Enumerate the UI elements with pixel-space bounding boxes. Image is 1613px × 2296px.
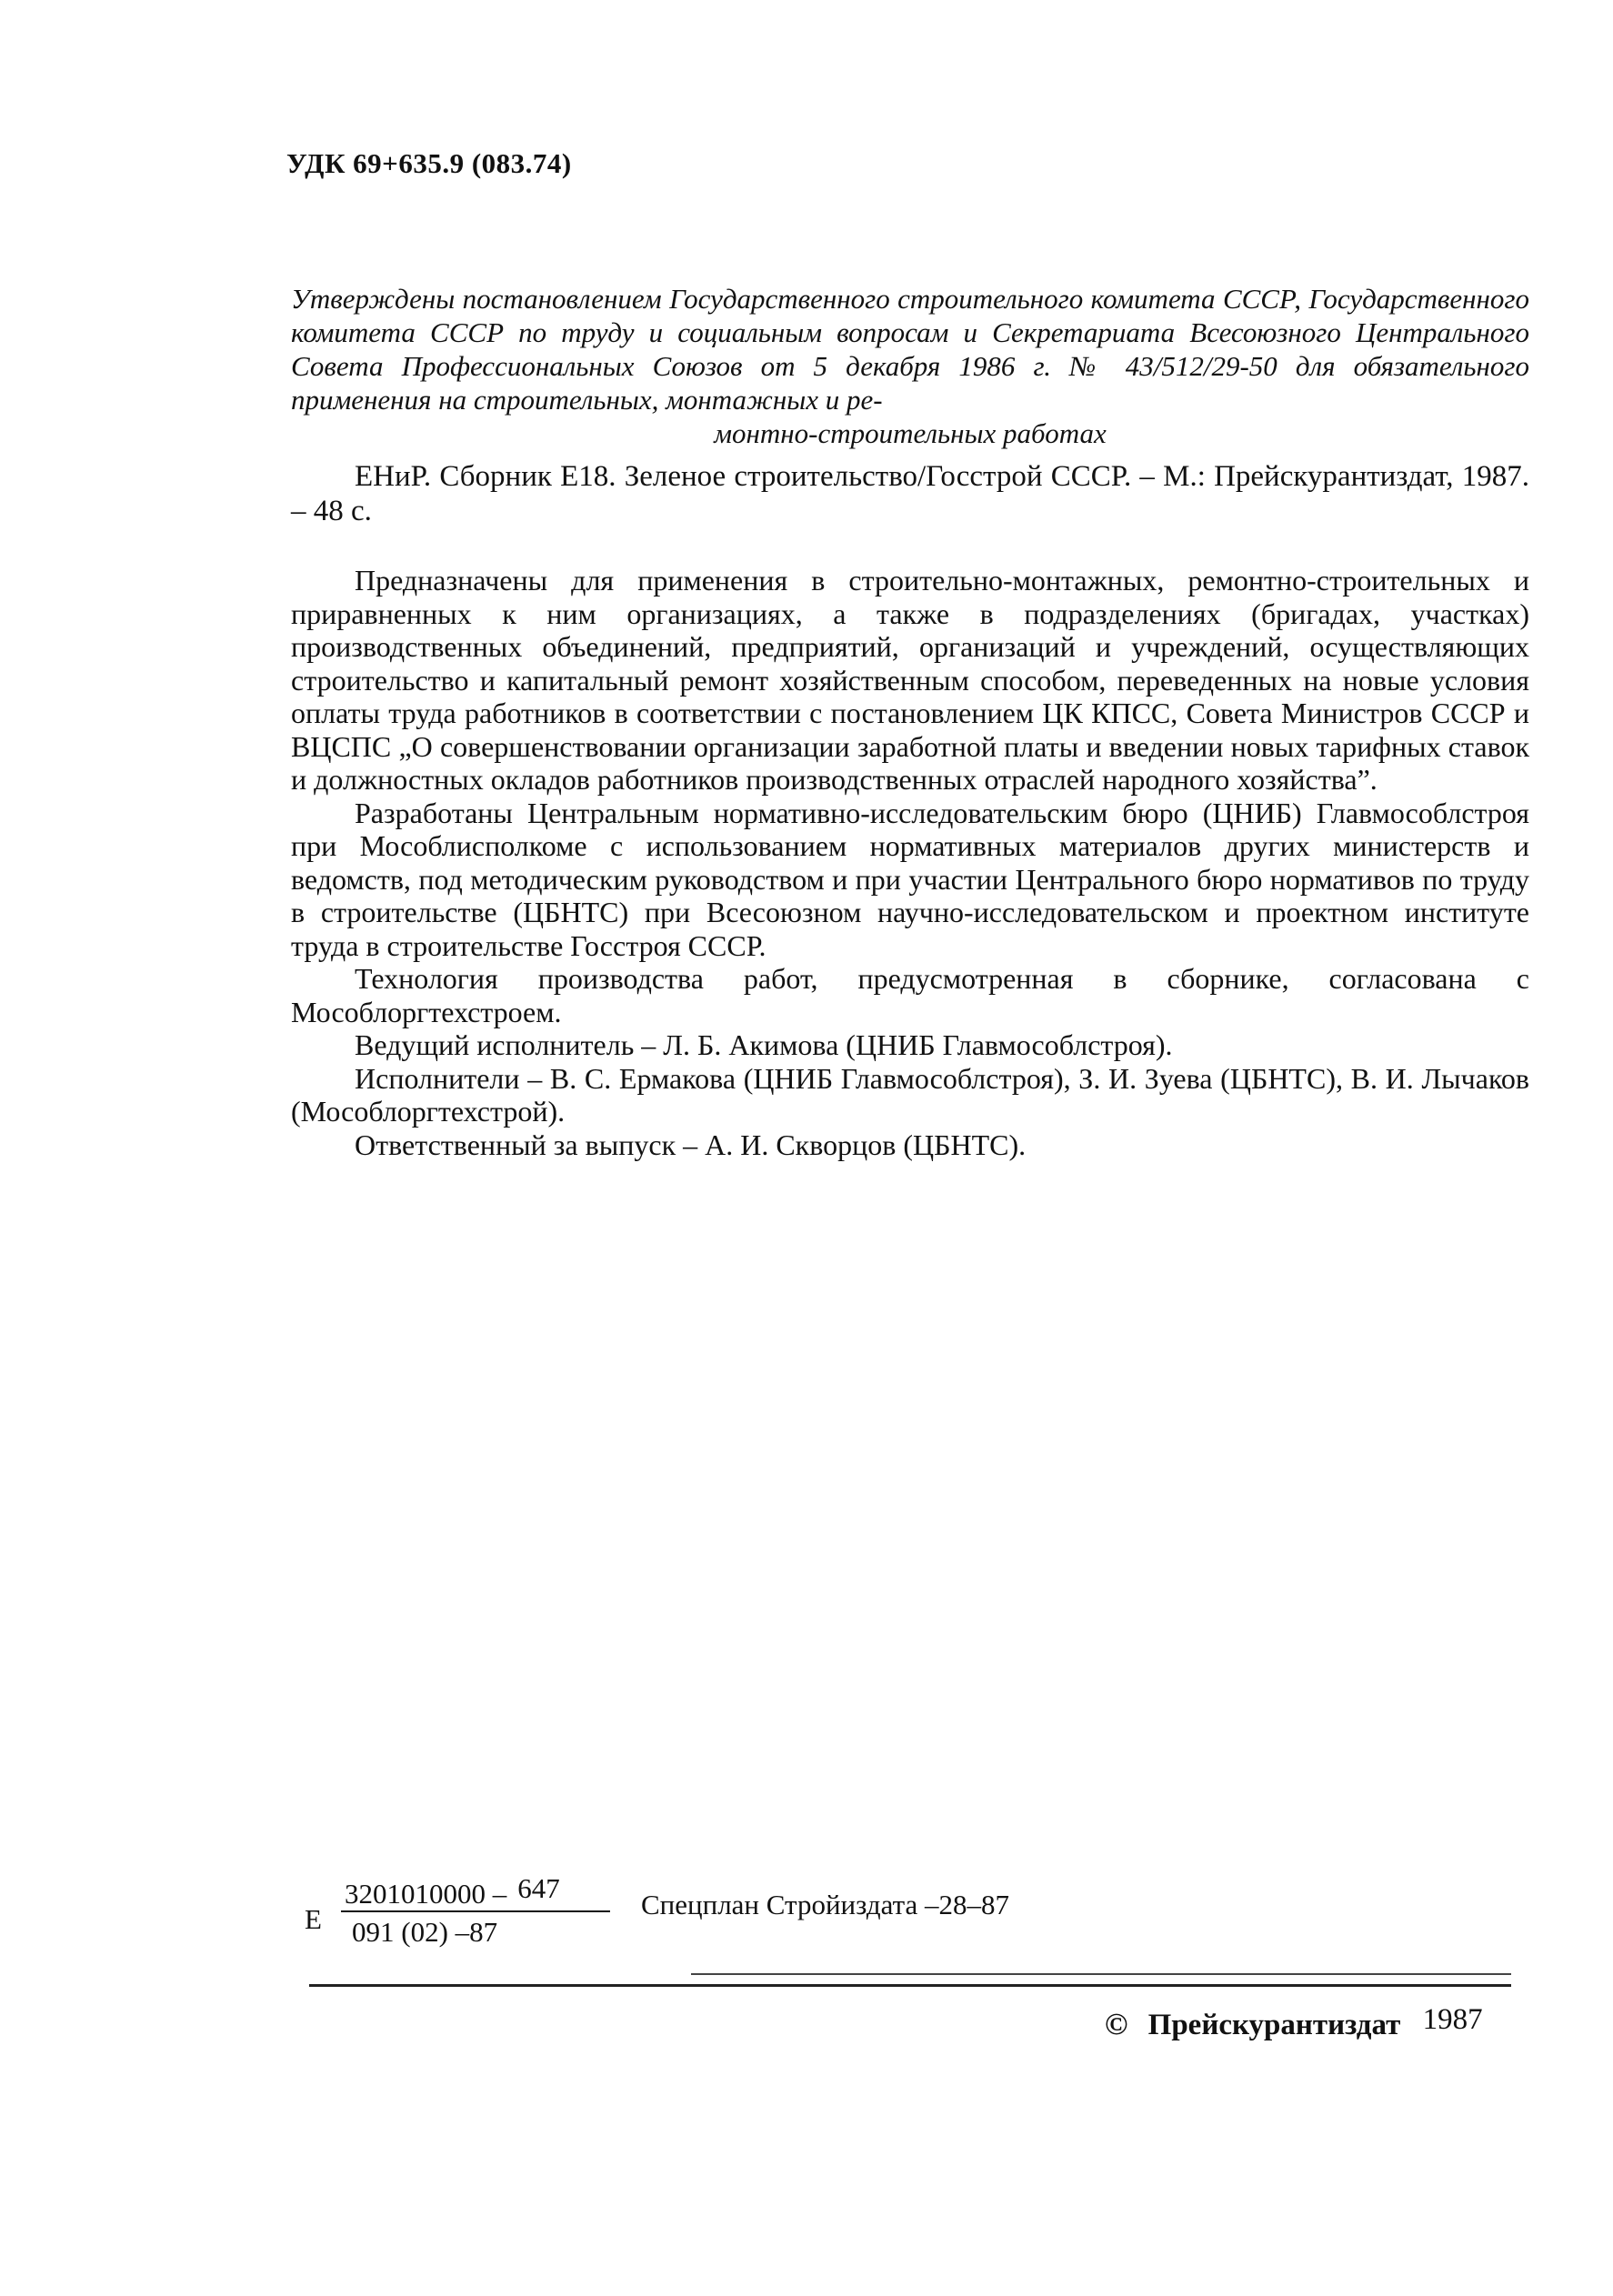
copyright-icon: © bbox=[1105, 2008, 1128, 2041]
bibliographic-citation bbox=[291, 459, 1529, 528]
imprint-numerator bbox=[341, 1872, 610, 1910]
paragraph-authors: Исполнители – В. С. Ермакова (ЦНИБ Главмособлстроя), З. И. Зуева (ЦБНТС), В. И. Лычаков (Мособлоргтехстрой). bbox=[291, 1061, 1529, 1128]
paragraph-developers: Разработаны Центральным нормативно-исследовательским бюро (ЦНИБ) Главмособлстроя при Мособлисполкоме с использованием нормативных материалов других министерств и ведомств, под методическим руководством и при участии Центрального бюро нормативов по труду в строительстве (ЦБНТС) при Всесоюзном научно-исследовательском и проектном институте труда в строительстве Госстроя СССР. bbox=[291, 796, 1529, 962]
approval-note bbox=[291, 282, 1529, 450]
paragraph-technology: Технология производства работ, предусмотренная в сборнике, согласована с Мособлоргтехстроем. bbox=[291, 962, 1529, 1028]
imprint-numerator-code: 3201010000 – bbox=[345, 1878, 507, 1910]
copyright-line bbox=[1105, 2003, 1483, 2042]
imprint-denominator: 091 (02) –87 bbox=[352, 1916, 498, 1948]
copyright-year: 1987 bbox=[1422, 2003, 1483, 2036]
divider-line-upper bbox=[691, 1973, 1511, 1975]
citation-text: ЕНиР. Сборник Е18. Зеленое строительство/Госстрой СССР. – М.: Прейскурантиздат, 1987. – 48 с. bbox=[291, 460, 1529, 527]
annotation bbox=[291, 564, 1529, 1161]
copyright-publisher: Прейскурантиздат bbox=[1147, 2009, 1401, 2041]
paragraph-purpose: Предназначены для применения в строительно-монтажных, ремонтно-строительных и приравненных к ним организациях, а также в подразделениях (бригадах, участках) производственных объединений, предприятий, организаций и учреждений, осуществляющих строительство и капитальный ремонт хозяйственным способом, переведенных на новые условия оплаты труда работников в соответствии с постановлением ЦК КПСС, Совета Министров СССР и ВЦСПС „О совершенствовании организации заработной платы и введении новых тарифных ставок и должностных окладов работников производственных отраслей народного хозяйства”. bbox=[291, 564, 1529, 796]
imprint-numerator-tail: 647 bbox=[517, 1872, 560, 1904]
approval-text: Утверждены постановлением Государственного строительного комитета СССР, Государственного комитета СССР по труду и социальным вопросам и Секретариата Всесоюзного Центрального Совета Профессиональных Союзов от 5 декабря 1986 г. № 43/512/29-50 для обязательного применения на строительных, монтажных и ре- bbox=[291, 283, 1529, 416]
imprint-letter: Е bbox=[305, 1903, 322, 1935]
fraction-line bbox=[341, 1910, 610, 1912]
paragraph-responsible: Ответственный за выпуск – А. И. Скворцов (ЦБНТС). bbox=[355, 1128, 1027, 1161]
imprint-fraction bbox=[341, 1872, 610, 1949]
udk-code: УДК 69+635.9 (083.74) bbox=[286, 147, 572, 179]
publisher-imprint bbox=[305, 1872, 1123, 1960]
paragraph-lead-author: Ведущий исполнитель – Л. Б. Акимова (ЦНИБ Главмособлстроя). bbox=[355, 1028, 1173, 1061]
imprint-plan: Спецплан Стройиздата –28–87 bbox=[641, 1889, 1009, 1920]
approval-text-end: монтно-строительных работах bbox=[714, 417, 1107, 449]
divider-line bbox=[309, 1984, 1511, 1987]
